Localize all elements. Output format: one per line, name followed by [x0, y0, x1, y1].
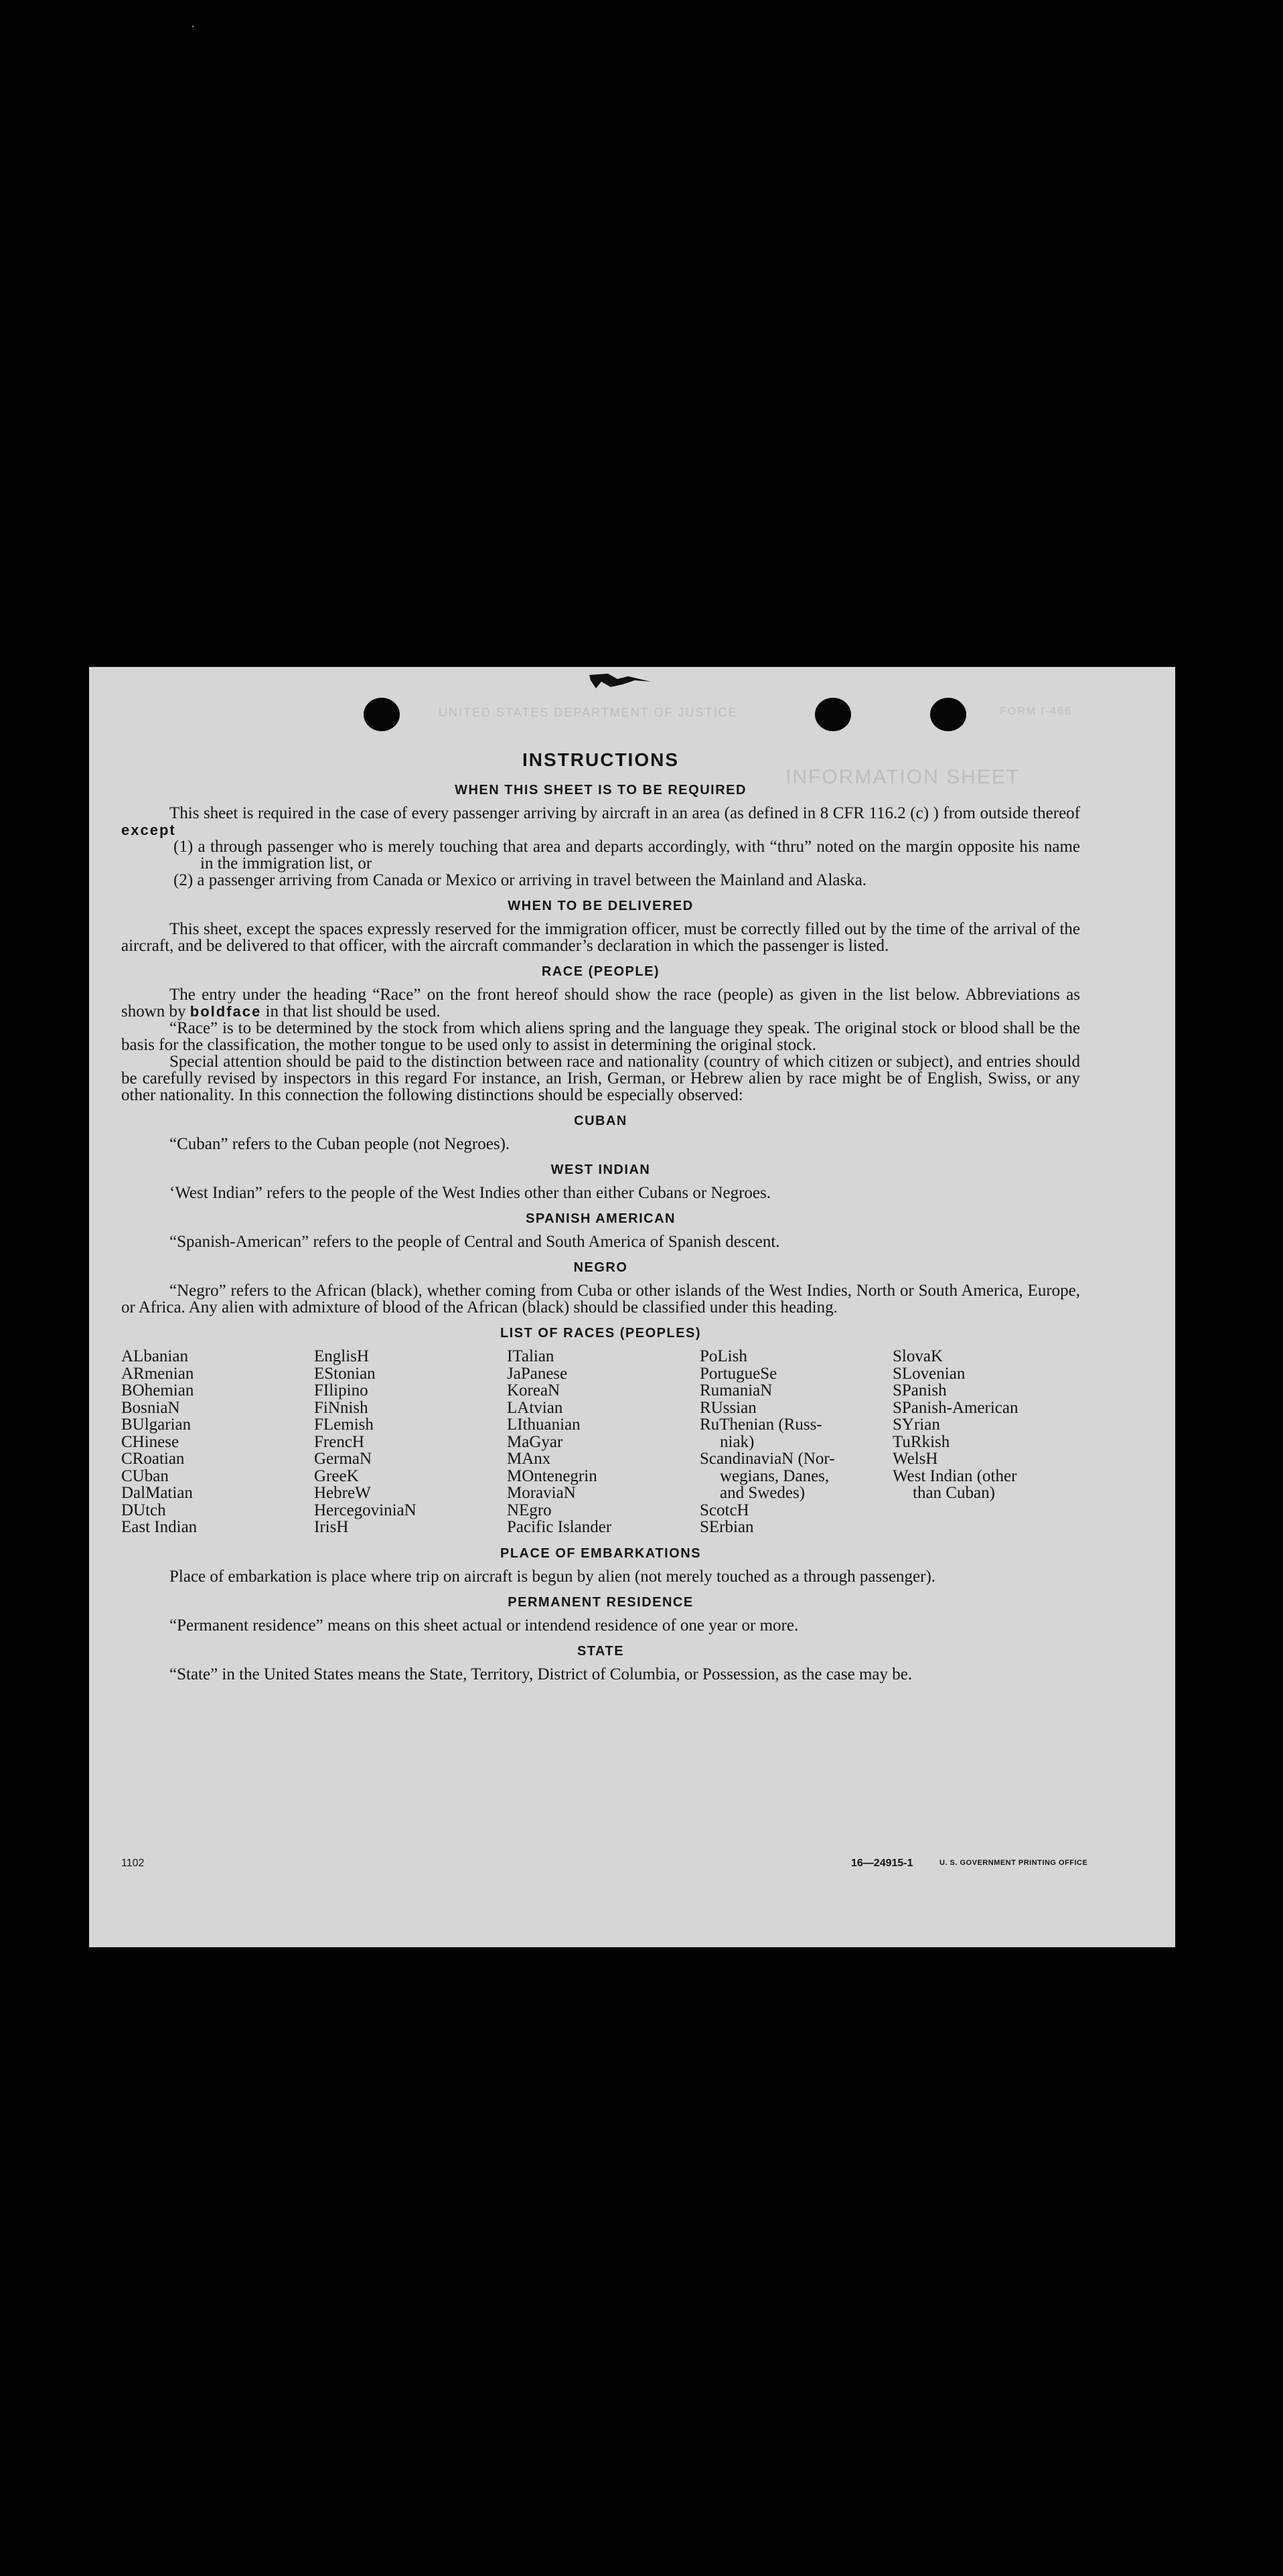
- race-entry: ScotcH: [700, 1501, 749, 1519]
- race-entry: HercegoviniaN: [314, 1501, 417, 1519]
- race-entry: NEgro: [507, 1501, 552, 1519]
- race-entry: ARmenian: [121, 1364, 194, 1383]
- bold-keyword: except: [121, 822, 176, 838]
- race-entry: RumaniaN: [700, 1381, 773, 1399]
- races-column: [507, 1348, 700, 1536]
- race-entry: MoraviaN: [507, 1484, 576, 1502]
- race-entry: TuRkish: [893, 1432, 950, 1451]
- race-entry: BOhemian: [121, 1381, 194, 1399]
- race-entry: MOntenegrin: [507, 1466, 597, 1485]
- show-through-text: INFORMATION SHEET: [785, 766, 1021, 788]
- race-entry: FrencH: [314, 1432, 364, 1451]
- race-entry: DalMatian: [121, 1484, 193, 1502]
- race-entry: FLemish: [314, 1416, 374, 1434]
- race-entry: SlovaK: [893, 1347, 943, 1365]
- race-entry-continuation: wegians, Danes,: [720, 1466, 830, 1485]
- print-code: 16—24915-1: [851, 1858, 913, 1869]
- form-number: 1102: [121, 1858, 145, 1869]
- paragraph-text: This sheet is required in the case of every passenger arriving by aircraft in an area (as defined in 8 CFR 116.2 (c) ) from outside thereof: [169, 804, 1080, 822]
- race-entry: MaGyar: [507, 1432, 563, 1451]
- race-entry: West Indian (other: [893, 1466, 1017, 1485]
- race-entry: SYrian: [893, 1416, 940, 1434]
- race-entry: JaPanese: [507, 1364, 568, 1383]
- show-through-text: UNITED STATES DEPARTMENT OF JUSTICE: [439, 706, 738, 719]
- race-entry: CHinese: [121, 1432, 179, 1451]
- race-entry: BUlgarian: [121, 1416, 192, 1434]
- race-entry: EStonian: [314, 1364, 376, 1383]
- section-heading: NEGRO: [573, 1260, 628, 1275]
- paragraph: “Negro” refers to the African (black), whether coming from Cuba or other islands of the West Indies, North or South America, Europe, or Africa. Any alien with admixture of blood of the African (black) should be classified under this heading.: [121, 1282, 1080, 1316]
- paragraph: Special attention should be paid to the distinction between race and nationality (country of which citizen or subject), and entries should be carefully revised by inspectors in this regard For instance, an Irish, German, or Hebrew alien by race might be of English, Swiss, or any other nationality. In this connection the following distinctions should be especially observed:: [121, 1053, 1080, 1104]
- race-entry: DUtch: [121, 1501, 166, 1519]
- bold-keyword: boldface: [190, 1003, 262, 1020]
- paragraph: ‘West Indian” refers to the people of the West Indies other than either Cubans or Negroes.: [169, 1184, 771, 1202]
- paragraph: This sheet, except the spaces expressly reserved for the immigration officer, must be correctly filled out by the time of the arrival of the aircraft, and be delivered to that officer, with the aircraft commander’s declaration in which the passenger is listed.: [121, 920, 1080, 955]
- race-entry: East Indian: [121, 1518, 198, 1536]
- section-heading: SPANISH AMERICAN: [525, 1211, 676, 1226]
- section-heading: PERMANENT RESIDENCE: [508, 1594, 694, 1610]
- race-entry-continuation: niak): [720, 1432, 755, 1451]
- race-entry: SPanish: [893, 1381, 947, 1399]
- race-entry: SErbian: [700, 1518, 754, 1536]
- page-footer: [121, 1858, 1099, 1878]
- races-column: [700, 1348, 893, 1536]
- race-entry: Pacific Islander: [507, 1518, 612, 1536]
- paragraph: [121, 986, 1080, 1020]
- instructions-body: [121, 751, 1080, 1683]
- race-entry: BosniaN: [121, 1398, 180, 1417]
- race-entry: MAnx: [507, 1450, 551, 1468]
- race-entry: CUban: [121, 1466, 169, 1485]
- race-entry: SLovenian: [893, 1364, 966, 1383]
- race-entry: EnglisH: [314, 1347, 369, 1365]
- document-page: [89, 667, 1175, 1947]
- list-item: (2) a passenger arriving from Canada or Mexico or arriving in travel between the Mainland and Alaska.: [173, 871, 867, 889]
- paragraph-text: The entry under the heading “Race” on the front hereof should show the race (people) as given in the list below. Abbreviations as shown by: [121, 986, 1080, 1020]
- race-entry: SPanish-American: [893, 1398, 1018, 1417]
- races-column: [121, 1348, 314, 1536]
- punch-hole: [815, 698, 851, 731]
- list-item: (1) a through passenger who is merely touching that area and departs accordingly, with “thru” noted on the margin opposite his name in the immigration list, or: [173, 838, 1080, 873]
- race-entry: CRoatian: [121, 1450, 185, 1468]
- paragraph: “Spanish-American” refers to the people of Central and South America of Spanish descent.: [169, 1233, 780, 1251]
- races-column: [314, 1348, 507, 1536]
- section-heading: LIST OF RACES (PEOPLES): [500, 1326, 702, 1341]
- section-heading: CUBAN: [574, 1114, 627, 1128]
- race-entry: HebreW: [314, 1484, 371, 1502]
- show-through-text: FORM I-466: [1000, 706, 1073, 717]
- race-entry: ALbanian: [121, 1347, 188, 1365]
- race-entry: ITalian: [507, 1347, 554, 1365]
- race-entry: KoreaN: [507, 1381, 560, 1399]
- race-entry: FIlipino: [314, 1381, 368, 1399]
- race-entry-continuation: and Swedes): [720, 1484, 806, 1502]
- section-heading: WHEN TO BE DELIVERED: [508, 899, 694, 913]
- race-entry: RuThenian (Russ-: [700, 1416, 822, 1434]
- page-title: INSTRUCTIONS: [522, 749, 679, 770]
- race-entry: IrisH: [314, 1518, 349, 1536]
- section-heading: RACE (PEOPLE): [541, 964, 660, 979]
- race-entry: LAtvian: [507, 1398, 563, 1417]
- staple-tear-mark: [588, 672, 652, 690]
- race-entry-continuation: than Cuban): [913, 1484, 995, 1502]
- race-entry: GermaN: [314, 1450, 372, 1468]
- race-entry: LIthuanian: [507, 1416, 581, 1434]
- race-entry: GreeK: [314, 1466, 359, 1485]
- paragraph: Place of embarkation is place where trip on aircraft is begun by alien (not merely touched as a through passenger).: [169, 1567, 936, 1586]
- races-column: [893, 1348, 1085, 1536]
- punch-hole: [364, 698, 400, 731]
- paragraph: “Race” is to be determined by the stock from which aliens spring and the language they speak. The original stock or blood shall be the basis for the classification, the mother tongue to be used only to assist in determining the original stock.: [121, 1019, 1080, 1054]
- race-entry: WelsH: [893, 1450, 938, 1468]
- race-entry: FiNnish: [314, 1398, 368, 1417]
- race-entry: PortugueSe: [700, 1364, 777, 1383]
- race-entry: PoLish: [700, 1347, 747, 1365]
- race-entry: RUssian: [700, 1398, 757, 1417]
- paragraph: “State” in the United States means the State, Territory, District of Columbia, or Possession, as the case may be.: [169, 1665, 913, 1683]
- section-heading: PLACE OF EMBARKATIONS: [500, 1545, 701, 1561]
- paragraph: [121, 805, 1080, 838]
- scan-speck: [192, 25, 194, 27]
- punch-hole: [930, 698, 966, 731]
- printer-imprint: U. S. GOVERNMENT PRINTING OFFICE: [939, 1859, 1088, 1867]
- paragraph-text: in that list should be used.: [261, 1002, 441, 1020]
- section-heading: STATE: [577, 1643, 625, 1659]
- races-table: [121, 1348, 1085, 1536]
- paragraph: “Permanent residence” means on this sheet actual or intendend residence of one year or more.: [169, 1616, 799, 1635]
- section-heading: WHEN THIS SHEET IS TO BE REQUIRED: [455, 783, 747, 798]
- paragraph: “Cuban” refers to the Cuban people (not Negroes).: [169, 1135, 510, 1153]
- section-heading: WEST INDIAN: [550, 1162, 651, 1177]
- race-entry: ScandinaviaN (Nor-: [700, 1450, 835, 1468]
